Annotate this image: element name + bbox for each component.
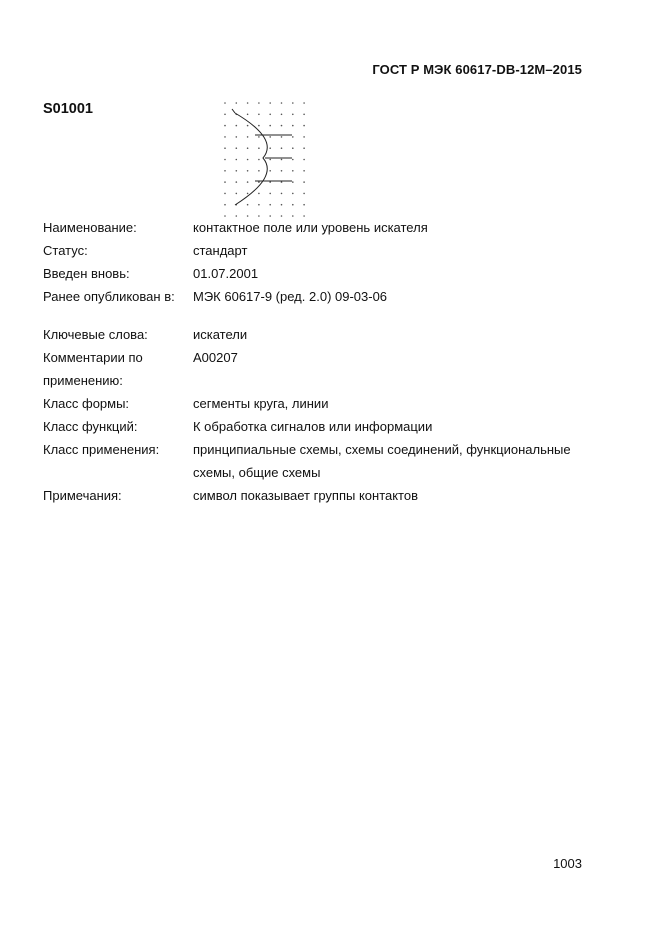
grid-dot	[292, 159, 294, 161]
grid-dot	[258, 170, 260, 172]
grid-dot	[247, 102, 249, 104]
arc-upper-dash	[232, 109, 235, 113]
detail-row	[43, 346, 603, 392]
detail-value: принципиальные схемы, схемы соединений, функциональные схемы, общие схемы	[193, 442, 571, 480]
grid-dot	[236, 193, 238, 195]
grid-dot	[269, 181, 271, 183]
grid-dot	[258, 102, 260, 104]
detail-label: Класс формы:	[43, 396, 130, 411]
grid-dot	[303, 114, 305, 116]
grid-dot	[224, 170, 226, 172]
grid-dot	[269, 136, 271, 138]
grid-dot	[303, 136, 305, 138]
grid-dot	[247, 125, 249, 127]
grid-dot	[236, 170, 238, 172]
grid-dot	[281, 147, 283, 149]
grid-dot	[258, 159, 260, 161]
detail-label: Комментарии по применению:	[43, 350, 143, 388]
grid-dot	[281, 102, 283, 104]
grid-dot	[281, 181, 283, 183]
attribute-group-primary	[43, 216, 603, 308]
grid-dot	[247, 204, 249, 206]
grid-dot	[258, 181, 260, 183]
grid-dot	[303, 102, 305, 104]
grid-dot	[236, 102, 238, 104]
symbol-code: S01001	[43, 101, 93, 117]
grid-dot	[236, 125, 238, 127]
grid-dot	[269, 170, 271, 172]
grid-dot	[292, 170, 294, 172]
detail-row	[43, 415, 603, 438]
grid-dot	[224, 204, 226, 206]
grid-dot	[292, 136, 294, 138]
grid-dot	[224, 125, 226, 127]
section-gap	[43, 308, 603, 323]
detail-value: сегменты круга, линии	[193, 396, 329, 411]
grid-dot	[303, 125, 305, 127]
detail-label: Ключевые слова:	[43, 327, 148, 342]
grid-dot	[269, 193, 271, 195]
grid-dot	[236, 136, 238, 138]
grid-dot	[258, 125, 260, 127]
detail-value: искатели	[193, 327, 248, 342]
detail-row	[43, 438, 603, 484]
grid-dot	[292, 204, 294, 206]
grid-dot	[224, 181, 226, 183]
attribute-row	[43, 216, 603, 239]
detail-value: символ показывает группы контактов	[193, 488, 419, 503]
grid-dot	[303, 204, 305, 206]
grid-dot	[224, 102, 226, 104]
attribute-value: стандарт	[193, 243, 248, 258]
grid-dot	[224, 147, 226, 149]
grid-dot	[292, 147, 294, 149]
grid-dot	[269, 159, 271, 161]
attribute-label: Наименование:	[43, 220, 137, 235]
grid-dot	[269, 125, 271, 127]
grid-dot	[247, 136, 249, 138]
grid-dot	[303, 147, 305, 149]
grid-dot	[281, 114, 283, 116]
attribute-group-details	[43, 323, 603, 507]
attribute-row	[43, 262, 603, 285]
grid-dot	[281, 136, 283, 138]
attribute-label: Статус:	[43, 243, 88, 258]
grid-dot	[258, 193, 260, 195]
grid-dot	[281, 159, 283, 161]
grid-dot	[292, 102, 294, 104]
grid-dot	[269, 102, 271, 104]
grid-dot	[281, 193, 283, 195]
grid-dot	[292, 193, 294, 195]
grid-dot	[269, 114, 271, 116]
detail-row	[43, 484, 603, 507]
grid-dot	[281, 204, 283, 206]
attribute-table	[43, 216, 603, 507]
grid-dot	[258, 136, 260, 138]
grid-dot	[303, 193, 305, 195]
grid-dot	[292, 125, 294, 127]
contact-field-symbol-icon	[219, 97, 309, 219]
grid-dot	[281, 170, 283, 172]
detail-row	[43, 392, 603, 415]
grid-dot	[247, 159, 249, 161]
detail-label: Примечания:	[43, 488, 122, 503]
grid-dot	[236, 159, 238, 161]
grid-dot	[224, 114, 226, 116]
grid-dot	[224, 159, 226, 161]
standard-header: ГОСТ Р МЭК 60617-DB-12M–2015	[372, 62, 582, 77]
arc-segment	[235, 113, 267, 205]
grid-dot	[258, 147, 260, 149]
detail-row	[43, 323, 603, 346]
grid-dot	[303, 170, 305, 172]
grid-dot	[269, 147, 271, 149]
attribute-value: МЭК 60617-9 (ред. 2.0) 09-03-06	[193, 289, 388, 304]
grid-dot	[303, 181, 305, 183]
grid-dot	[247, 181, 249, 183]
grid-dot	[247, 114, 249, 116]
grid-dot	[269, 204, 271, 206]
detail-label: Класс функций:	[43, 419, 138, 434]
grid-dot	[224, 136, 226, 138]
attribute-label: Введен вновь:	[43, 266, 130, 281]
attribute-value: 01.07.2001	[193, 266, 259, 281]
grid-dot	[292, 181, 294, 183]
grid-dot	[247, 193, 249, 195]
grid-dot	[258, 204, 260, 206]
grid-dot	[236, 147, 238, 149]
grid-dot	[247, 147, 249, 149]
attribute-row	[43, 285, 603, 308]
detail-label: Класс применения:	[43, 442, 160, 457]
grid-dot	[247, 170, 249, 172]
grid-dot	[258, 114, 260, 116]
grid-dot	[281, 125, 283, 127]
grid-dot	[303, 159, 305, 161]
attribute-label: Ранее опубликован в:	[43, 289, 175, 304]
grid-dot	[236, 181, 238, 183]
grid-dot	[224, 193, 226, 195]
attribute-value: контактное поле или уровень искателя	[193, 220, 428, 235]
detail-value: К обработка сигналов или информации	[193, 419, 433, 434]
attribute-row	[43, 239, 603, 262]
detail-value: A00207	[193, 350, 238, 365]
page-number: 1003	[553, 856, 582, 871]
grid-dot	[292, 114, 294, 116]
